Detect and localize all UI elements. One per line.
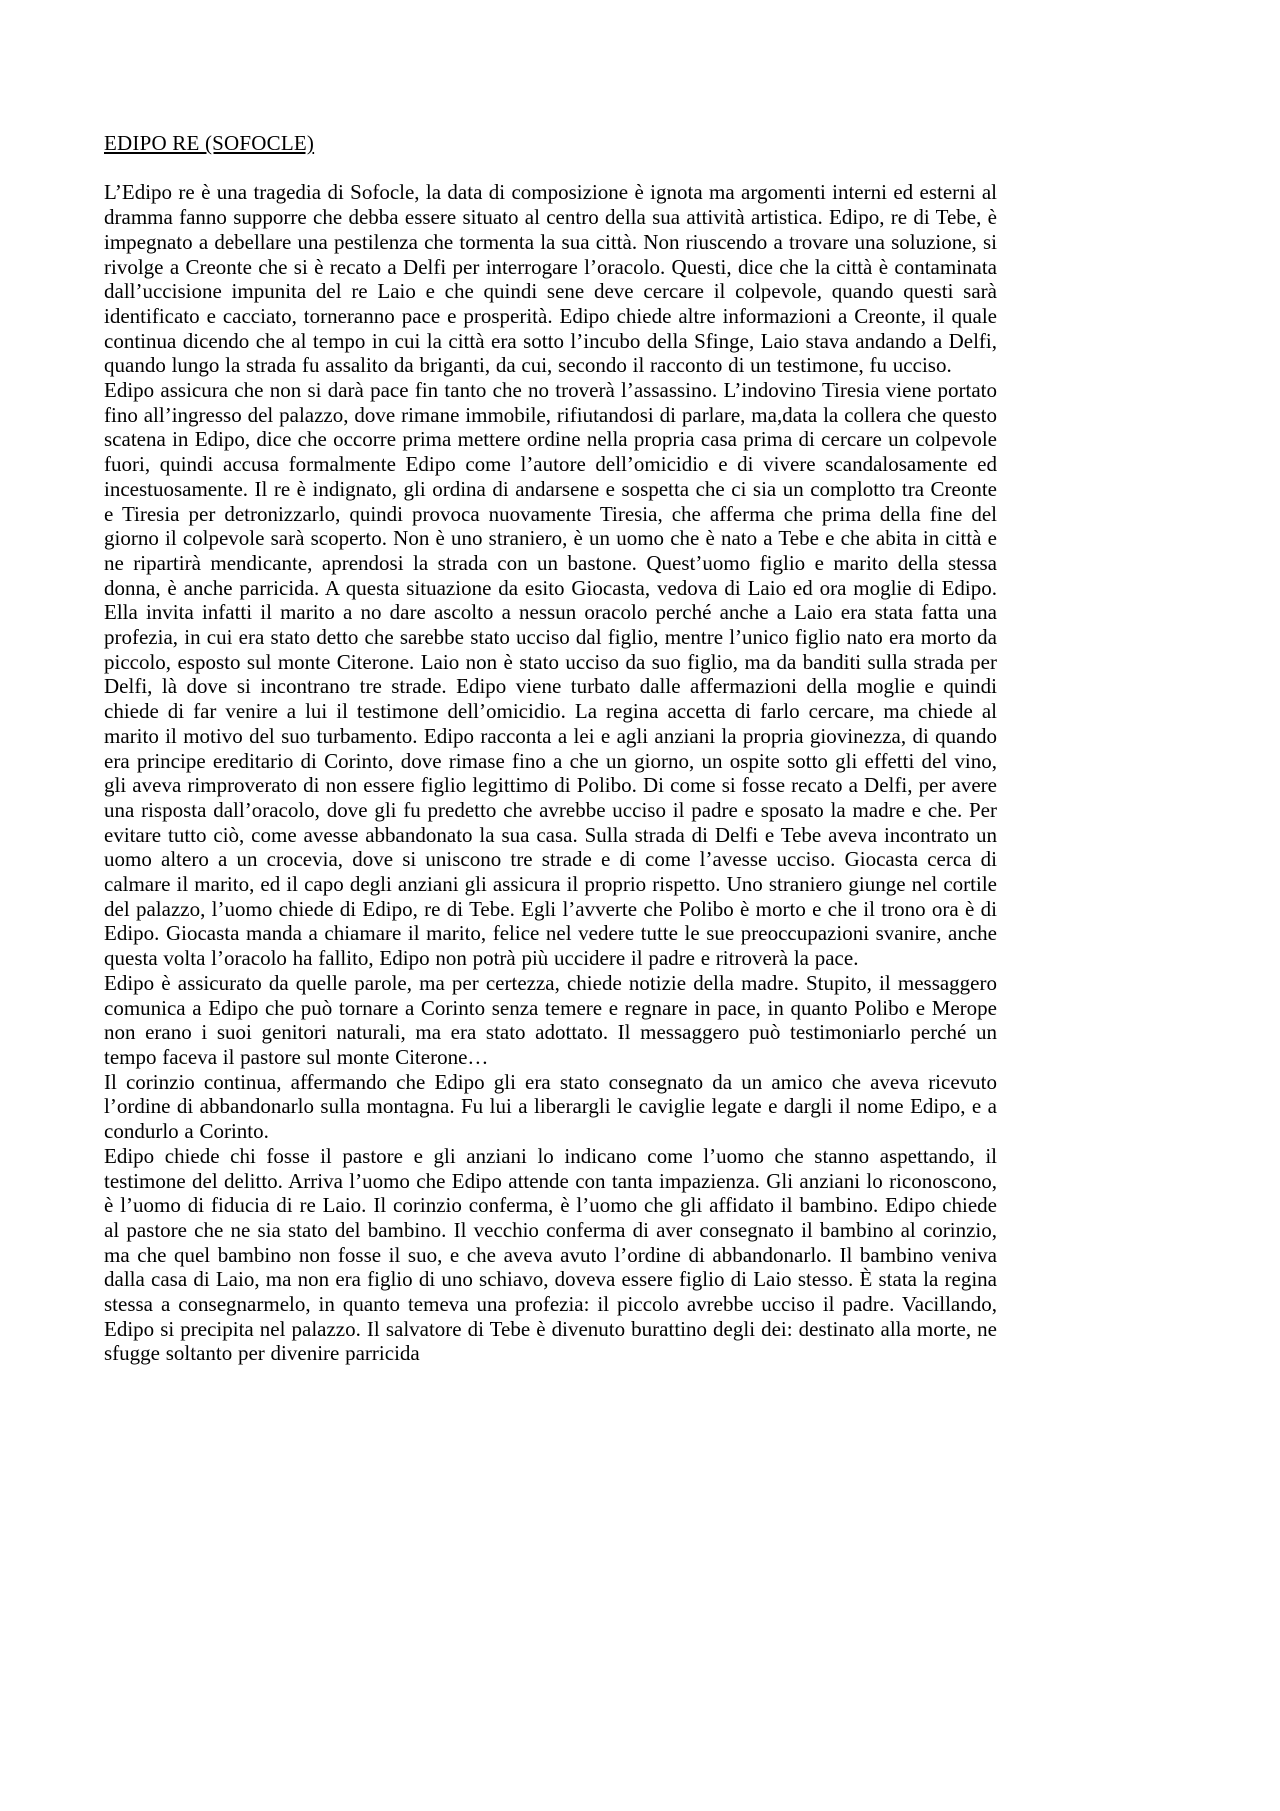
document-title: EDIPO RE (SOFOCLE) bbox=[104, 131, 315, 155]
paragraph-finale: Edipo chiede chi fosse il pastore e gli anziani lo indicano come l’uomo che stanno aspettando, il testimone del delitto. Arriva l’uomo che Edipo attende con tanta impazienza. Gli anziani lo riconoscono, è l’uomo di fiducia di re Laio. Il corinzio conferma, è l’uomo che gli affidato il bambino. Edipo chiede al pastore che ne sia stato del bambino. Il vecchio conferma di aver consegnato il bambino al corinzio, ma che quel bambino non fosse il suo, e che aveva avuto l’ordine di abbandonarlo. Il bambino veniva dalla casa di Laio, ma non era figlio di uno schiavo, doveva essere figlio di Laio stesso. È stata la regina stessa a consegnarmelo, in quanto temeva una profezia: il piccolo avrebbe ucciso il padre. Vacillando, Edipo si precipita nel palazzo. Il salvatore di Tebe è divenuto burattino degli dei: destinato alla morte, ne sfugge soltanto per divenire parricida bbox=[104, 1143, 997, 1366]
paragraph-tiresia-giocasta: Edipo assicura che non si darà pace fin tanto che no troverà l’assassino. L’indovino Tiresia viene portato fino all’ingresso del palazzo, dove rimane immobile, rifiutandosi di parlare, ma,data la collera che questo scatena in Edipo, dice che occorre prima mettere ordine nella propria casa prima di cercare un colpevole fuori, quindi accusa formalmente Edipo come l’autore dell’omicidio e di vivere scandalosamente ed incestuosamente. Il re è indignato, gli ordina di andarsene e sospetta che ci sia un complotto tra Creonte e Tiresia per detronizzarlo, quindi provoca nuovamente Tiresia, che afferma che prima della fine del giorno il colpevole sarà scoperto. Non è uno straniero, è un uomo che è nato a Tebe e che abita in città e ne ripartirà mendicante, aprendosi la strada con un bastone. Quest’uomo figlio e marito della stessa donna, è anche parricida. A questa situazione da esito Giocasta, vedova di Laio ed ora moglie di Edipo. Ella invita infatti il marito a no dare ascolto a nessun oracolo perché anche a Laio era stata fatta una profezia, in cui era stato detto che sarebbe stato ucciso dal figlio, mentre l’unico figlio nato era morto da piccolo, esposto sul monte Citerone. Laio non è stato ucciso da suo figlio, ma da banditi sulla strada per Delfi, là dove si incontrano tre strade. Edipo viene turbato dalle affermazioni della moglie e quindi chiede di far venire a lui il testimone dell’omicidio. La regina accetta di farlo cercare, ma chiede al marito il motivo del suo turbamento. Edipo racconta a lei e agli anziani la propria giovinezza, di quando era principe ereditario di Corinto, dove rimase fino a che un giorno, un ospite sotto gli effetti del vino, gli aveva rimproverato di non essere figlio legittimo di Polibo. Di come si fosse recato a Delfi, per avere una risposta dall’oracolo, dove gli fu predetto che avrebbe ucciso il padre e sposato la madre e che. Per evitare tutto ciò, come avesse abbandonato la sua casa. Sulla strada di Delfi e Tebe aveva incontrato un uomo altero a un crocevia, dove si uniscono tre strade e di come l’avesse ucciso. Giocasta cerca di calmare il marito, ed il capo degli anziani gli assicura il proprio rispetto. Uno straniero giunge nel cortile del palazzo, l’uomo chiede di Edipo, re di Tebe. Egli l’avverte che Polibo è morto e che il trono ora è di Edipo. Giocasta manda a chiamare il marito, felice nel vedere tutte le sue preoccupazioni svanire, anche questa volta l’oracolo ha fallito, Edipo non potrà più uccidere il padre e ritroverà la pace. bbox=[104, 378, 997, 971]
paragraph-intro-plot: L’Edipo re è una tragedia di Sofocle, la data di composizione è ignota ma argomenti interni ed esterni al dramma fanno supporre che debba essere situato al centro della sua attività artistica. Edipo, re di Tebe, è impegnato a debellare una pestilenza che tormenta la sua città. Non riuscendo a trovare una soluzione, si rivolge a Creonte che si è recato a Delfi per interrogare l’oracolo. Questi, dice che la città è contaminata dall’uccisione impunita del re Laio e che quindi sene deve cercare il colpevole, quando questi sarà identificato e cacciato, torneranno pace e prosperità. Edipo chiede altre informazioni a Creonte, il quale continua dicendo che al tempo in cui la città era sotto l’incubo della Sfinge, Laio stava andando a Delfi, quando lungo la strada fu assalito da briganti, da cui, secondo il racconto di un testimone, fu ucciso. bbox=[104, 180, 997, 378]
paragraph-messaggero: Edipo è assicurato da quelle parole, ma per certezza, chiede notizie della madre. Stupito, il messaggero comunica a Edipo che può tornare a Corinto senza temere e regnare in pace, in quanto Polibo e Merope non erano i suoi genitori naturali, ma era stato adottato. Il messaggero può testimoniarlo perché un tempo faceva il pastore sul monte Citerone… bbox=[104, 970, 997, 1069]
paragraph-corinzio: Il corinzio continua, affermando che Edipo gli era stato consegnato da un amico che aveva ricevuto l’ordine di abbandonarlo sulla montagna. Fu lui a liberargli le caviglie legate e dargli il nome Edipo, e a condurlo a Corinto. bbox=[104, 1069, 997, 1144]
